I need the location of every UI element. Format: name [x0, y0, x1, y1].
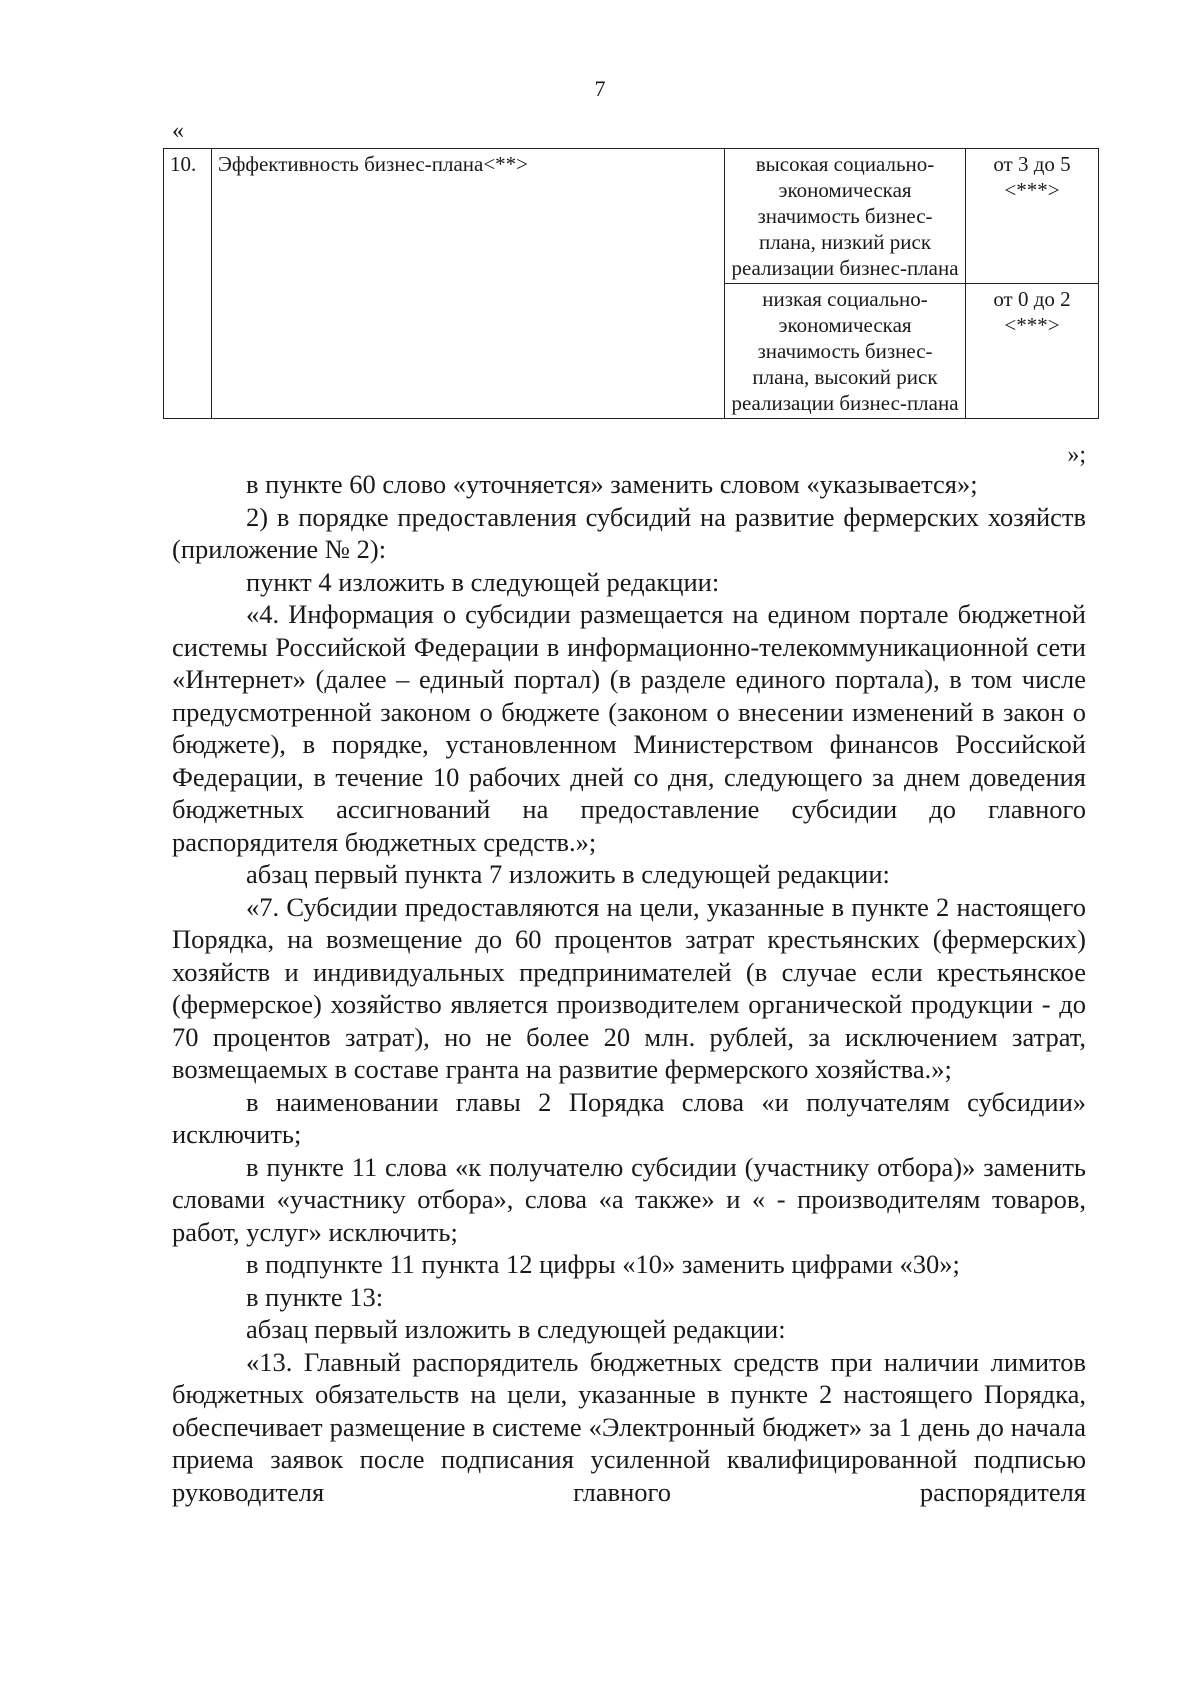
score-cell [966, 149, 1099, 284]
condition-line: плана, высокий риск [752, 365, 938, 389]
condition-line: значимость бизнес- [757, 204, 933, 228]
condition-line: реализации бизнес-плана [731, 391, 959, 415]
table-close-quote: »; [1067, 442, 1086, 468]
paragraph: в подпункте 11 пункта 12 цифры «10» заменить цифрами «30»; [246, 1249, 960, 1279]
score-line: от 0 до 2 [993, 287, 1071, 311]
paragraph: в пункте 60 слово «уточняется» заменить словом «указывается»; [246, 469, 978, 499]
criterion-name: Эффективность бизнес-плана<**> [212, 149, 725, 419]
paragraph: «4. Информация о субсидии размещается на едином портале бюджетной системы Российской Федерации в информационно-телекоммуникационной сети «Интернет» (далее – единый портал) (в разделе единого портала), в том числе предусмотренной законом о бюджете (законом о внесении изменений в закон о бюджете), в порядке, установленном Министерством финансов Российской Федерации, в течение 10 рабочих дней со дня, следующего за днем доведения бюджетных ассигнований на предоставление субсидии до главного распорядителя бюджетных средств.»; [172, 599, 1086, 857]
paragraph: «7. Субсидии предоставляются на цели, указанные в пункте 2 настоящего Порядка, на возмещение до 60 процентов затрат крестьянских (фермерских) хозяйств и индивидуальных предпринимателей (в случае если крестьянское (фермерское) хозяйство является производителем органической продукции - до 70 процентов затрат), но не более 20 млн. рублей, за исключением затрат, возмещаемых в составе гранта на развитие фермерского хозяйства.»; [172, 891, 1086, 1084]
table-open-quote: « [172, 118, 184, 144]
condition-cell [725, 284, 966, 419]
condition-line: экономическая [778, 178, 912, 202]
paragraph: абзац первый пункта 7 изложить в следующей редакции: [246, 859, 890, 889]
condition-line: низкая социально- [762, 287, 928, 311]
page-number: 7 [594, 76, 606, 101]
paragraph: в пункте 11 слова «к получателю субсидии (участнику отбора)» заменить словами «участнику отбора», слова «а также» и « - производителям товаров, работ, услуг» исключить; [172, 1151, 1086, 1247]
condition-line: значимость бизнес- [757, 339, 933, 363]
paragraph: 2) в порядке предоставления субсидий на развитие фермерских хозяйств (приложение № 2): [172, 501, 1086, 564]
row-number: 10. [164, 149, 212, 419]
paragraph: пункт 4 изложить в следующей редакции: [246, 566, 720, 597]
paragraph: абзац первый изложить в следующей редакции: [246, 1314, 786, 1344]
table-row [164, 149, 1099, 284]
condition-line: плана, низкий риск [758, 230, 932, 254]
paragraph: в наименовании главы 2 Порядка слова «и получателям субсидии» исключить; [172, 1086, 1086, 1149]
condition-line: экономическая [778, 313, 912, 337]
score-line: от 3 до 5 [993, 152, 1071, 176]
score-line: <***> [1004, 313, 1060, 337]
score-line: <***> [1004, 178, 1060, 202]
score-cell [966, 284, 1099, 419]
document-body [172, 468, 1086, 1508]
condition-line: высокая социально- [755, 152, 935, 176]
condition-line: реализации бизнес-плана [731, 256, 959, 280]
paragraph: «13. Главный распорядитель бюджетных средств при наличии лимитов бюджетных обязательств на цели, указанные в пункте 2 настоящего Порядка, обеспечивает размещение в системе «Электронный бюджет» за 1 день до начала приема заявок после подписания усиленной квалифицированной подписью руководителя главного распорядителя [172, 1346, 1086, 1507]
condition-cell [725, 149, 966, 284]
paragraph: в пункте 13: [246, 1281, 384, 1312]
criteria-table [163, 148, 1099, 419]
